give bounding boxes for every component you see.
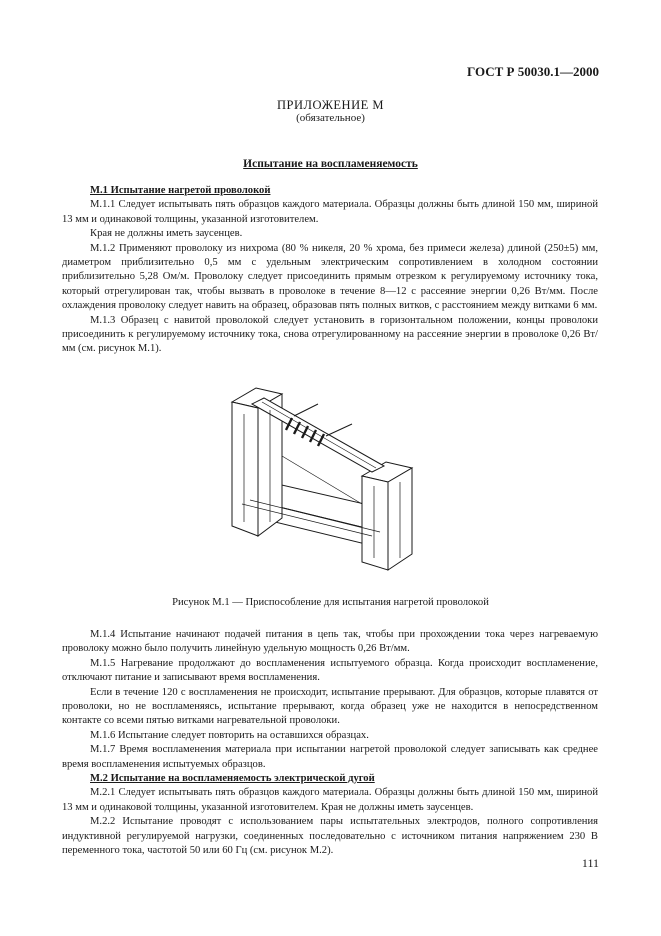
appendix-heading: Испытание на воспламеняемость xyxy=(243,158,418,170)
paragraph-m2-2: М.2.2 Испытание проводят с использованием пары испытательных электродов, полного сопротивления индуктивной регулируемой нагрузки, соединенных последовательно с источником питания напряжением 230 В переменного тока, частотой 50 или 60 Гц (см. рисунок М.2). xyxy=(62,816,598,857)
paragraph-m1-2: М.1.2 Применяют проволоку из нихрома (80 % никеля, 20 % хрома, без примеси железа) длиной (250±5) мм, диаметром приблизительно 0,5 мм с удельным электрическим сопротивлением в холодном состоянии приблизительно 5,28 Ом/м. Проволоку следует присоединить прямым отрезком к регулируемому источнику тока, который отрегулирован так, чтобы вызвать в проволоке в течение 8—12 с рассеяние энергии 0,26 Вт/мм. После охлаждения проволоку следует навить на образец, образовав пять полных витков, с расстоянием между витками 6 мм. xyxy=(62,242,598,312)
figure-m1-test-fixture xyxy=(222,386,418,572)
paragraph-m1-3: М.1.3 Образец с навитой проволокой следует установить в горизонтальном положении, концы проволоки присоединить к регулируемому источнику тока, снова отрегулированному на рассеяние энергии в проволоке 0,26 Вт/мм (см. рисунок М.1). xyxy=(62,314,598,355)
section-m1-block xyxy=(62,184,598,357)
paragraph-m1-1: М.1.1 Следует испытывать пять образцов каждого материала. Образцы должны быть длиной 150 мм, шириной 13 мм и одинаковой толщины, указанной изготовителем. xyxy=(62,199,598,225)
section-m1-continued-block xyxy=(62,628,598,859)
appendix-title: ПРИЛОЖЕНИЕ М xyxy=(277,98,384,112)
paragraph-m1-5: М.1.5 Нагревание продолжают до воспламенения испытуемого образца. Когда происходит воспламенение, отключают питание и записывают время воспламенения. xyxy=(62,657,598,684)
section-m1-heading: М.1 Испытание нагретой проволокой xyxy=(90,185,271,196)
standard-number: ГОСТ Р 50030.1—2000 xyxy=(467,64,599,79)
paragraph-m1-4: М.1.4 Испытание начинают подачей питания в цепь так, чтобы при прохождении тока через нагреваемую проволоку можно было получить линейную удельную мощность 0,26 Вт/мм. xyxy=(62,629,598,655)
page-number: 111 xyxy=(581,856,599,870)
paragraph-m1-7: М.1.7 Время воспламенения материала при испытании нагретой проволокой следует записывать как среднее время воспламенения испытуемых образцов. xyxy=(62,744,598,770)
figure-caption: Рисунок М.1 — Приспособление для испытания нагретой проволокой xyxy=(172,597,489,608)
paragraph-m2-1: М.2.1 Следует испытывать пять образцов каждого материала. Образцы должны быть длиной 150 мм, шириной 13 мм и одинаковой толщины, указанной изготовителем. Края не должны иметь заусенцев. xyxy=(62,787,598,813)
paragraph-m1-1-edges: Края не должны иметь заусенцев. xyxy=(90,228,243,240)
appendix-subtitle: (обязательное) xyxy=(296,112,365,124)
section-m2-heading: М.2 Испытание на воспламеняемость электрической дугой xyxy=(90,773,375,785)
paragraph-m1-6: М.1.6 Испытание следует повторить на оставшихся образцах. xyxy=(90,729,369,741)
paragraph-m1-5-interrupt: Если в течение 120 с воспламенения не происходит, испытание прерывают. Для образцов, которые плавятся от проволоки, но не воспламеняясь, испытание прерывают, когда образец уже не находится в непосредственном контакте со всеми пятью витками нагревательной проволоки. xyxy=(62,686,598,727)
